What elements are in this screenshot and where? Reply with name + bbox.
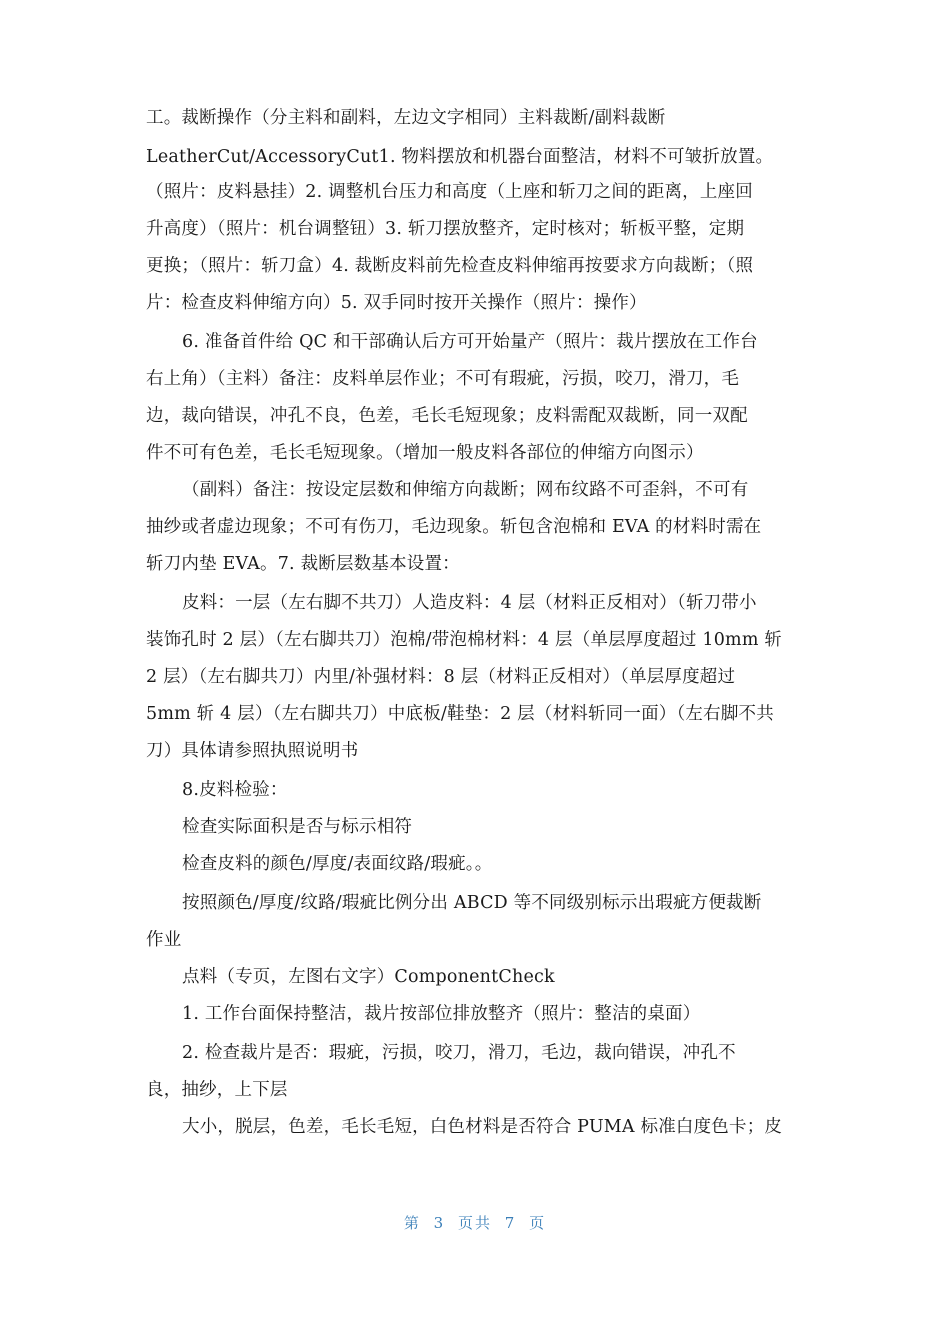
text-line: 8.皮料检验： xyxy=(182,780,288,800)
text-line: （副料）备注：按设定层数和伸缩方向裁断；网布纹路不可歪斜，不可有 xyxy=(182,480,749,500)
page-number-footer: 第 3 页共 7 页 xyxy=(403,1214,547,1232)
text-line: 检查皮料的颜色/厚度/表面纹路/瑕疵。。 xyxy=(182,854,493,874)
text-line: 更换；（照片：斩刀盒）4. 裁断皮料前先检查皮料伸缩再按要求方向裁断；（照 xyxy=(146,256,754,276)
text-line: 大小，脱层，色差，毛长毛短，白色材料是否符合 PUMA 标准白度色卡；皮 xyxy=(182,1117,783,1137)
text-line: 升高度）（照片：机台调整钮）3. 斩刀摆放整齐，定时核对；斩板平整，定期 xyxy=(146,219,745,239)
text-line: 2 层）（左右脚共刀）内里/补强材料：8 层（材料正反相对）（单层厚度超过 xyxy=(146,667,736,687)
text-line: （照片：皮料悬挂）2. 调整机台压力和高度（上座和斩刀之间的距离，上座回 xyxy=(146,182,753,202)
text-line: 皮料：一层（左右脚不共刀）人造皮料：4 层（材料正反相对）（斩刀带小 xyxy=(182,593,757,613)
text-line: 右上角）（主料）备注：皮料单层作业；不可有瑕疵，污损，咬刀，滑刀，毛 xyxy=(146,369,740,389)
text-line: 斩刀内垫 EVA。7. 裁断层数基本设置： xyxy=(146,554,460,574)
text-line: 2. 检查裁片是否：瑕疵，污损，咬刀，滑刀，毛边，裁向错误，冲孔不 xyxy=(182,1043,736,1063)
text-line: 工。裁断操作（分主料和副料，左边文字相同）主料裁断/副料裁断 xyxy=(146,108,666,128)
text-line: 5mm 斩 4 层）（左右脚共刀）中底板/鞋垫：2 层（材料斩同一面）（左右脚不共 xyxy=(146,704,774,724)
text-line: 抽纱或者虚边现象；不可有伤刀，毛边现象。斩包含泡棉和 EVA 的材料时需在 xyxy=(146,517,762,537)
text-line: 检查实际面积是否与标示相符 xyxy=(182,817,413,837)
text-line: 作业 xyxy=(146,930,182,950)
text-line: 边，裁向错误，冲孔不良，色差，毛长毛短现象；皮料需配双裁断，同一双配 xyxy=(146,406,748,426)
text-line: 1. 工作台面保持整洁，裁片按部位排放整齐（照片：整洁的桌面） xyxy=(182,1004,701,1024)
text-line: 刀）具体请参照执照说明书 xyxy=(146,741,359,761)
text-line: LeatherCut/AccessoryCut1. 物料摆放和机器台面整洁，材料不可皱折放置。 xyxy=(146,147,774,167)
text-line: 片：检查皮料伸缩方向）5. 双手同时按开关操作（照片：操作） xyxy=(146,293,647,313)
text-line: 点料（专页，左图右文字）ComponentCheck xyxy=(182,967,555,987)
text-line: 装饰孔时 2 层）（左右脚共刀）泡棉/带泡棉材料：4 层（单层厚度超过 10mm 斩 xyxy=(146,630,783,650)
text-line: 6. 准备首件给 QC 和干部确认后方可开始量产（照片：裁片摆放在工作台 xyxy=(182,332,758,352)
text-line: 良，抽纱，上下层 xyxy=(146,1080,288,1100)
text-line: 按照颜色/厚度/纹路/瑕疵比例分出 ABCD 等不同级别标示出瑕疵方便裁断 xyxy=(182,893,762,913)
text-line: 件不可有色差，毛长毛短现象。（增加一般皮料各部位的伸缩方向图示） xyxy=(146,443,704,463)
